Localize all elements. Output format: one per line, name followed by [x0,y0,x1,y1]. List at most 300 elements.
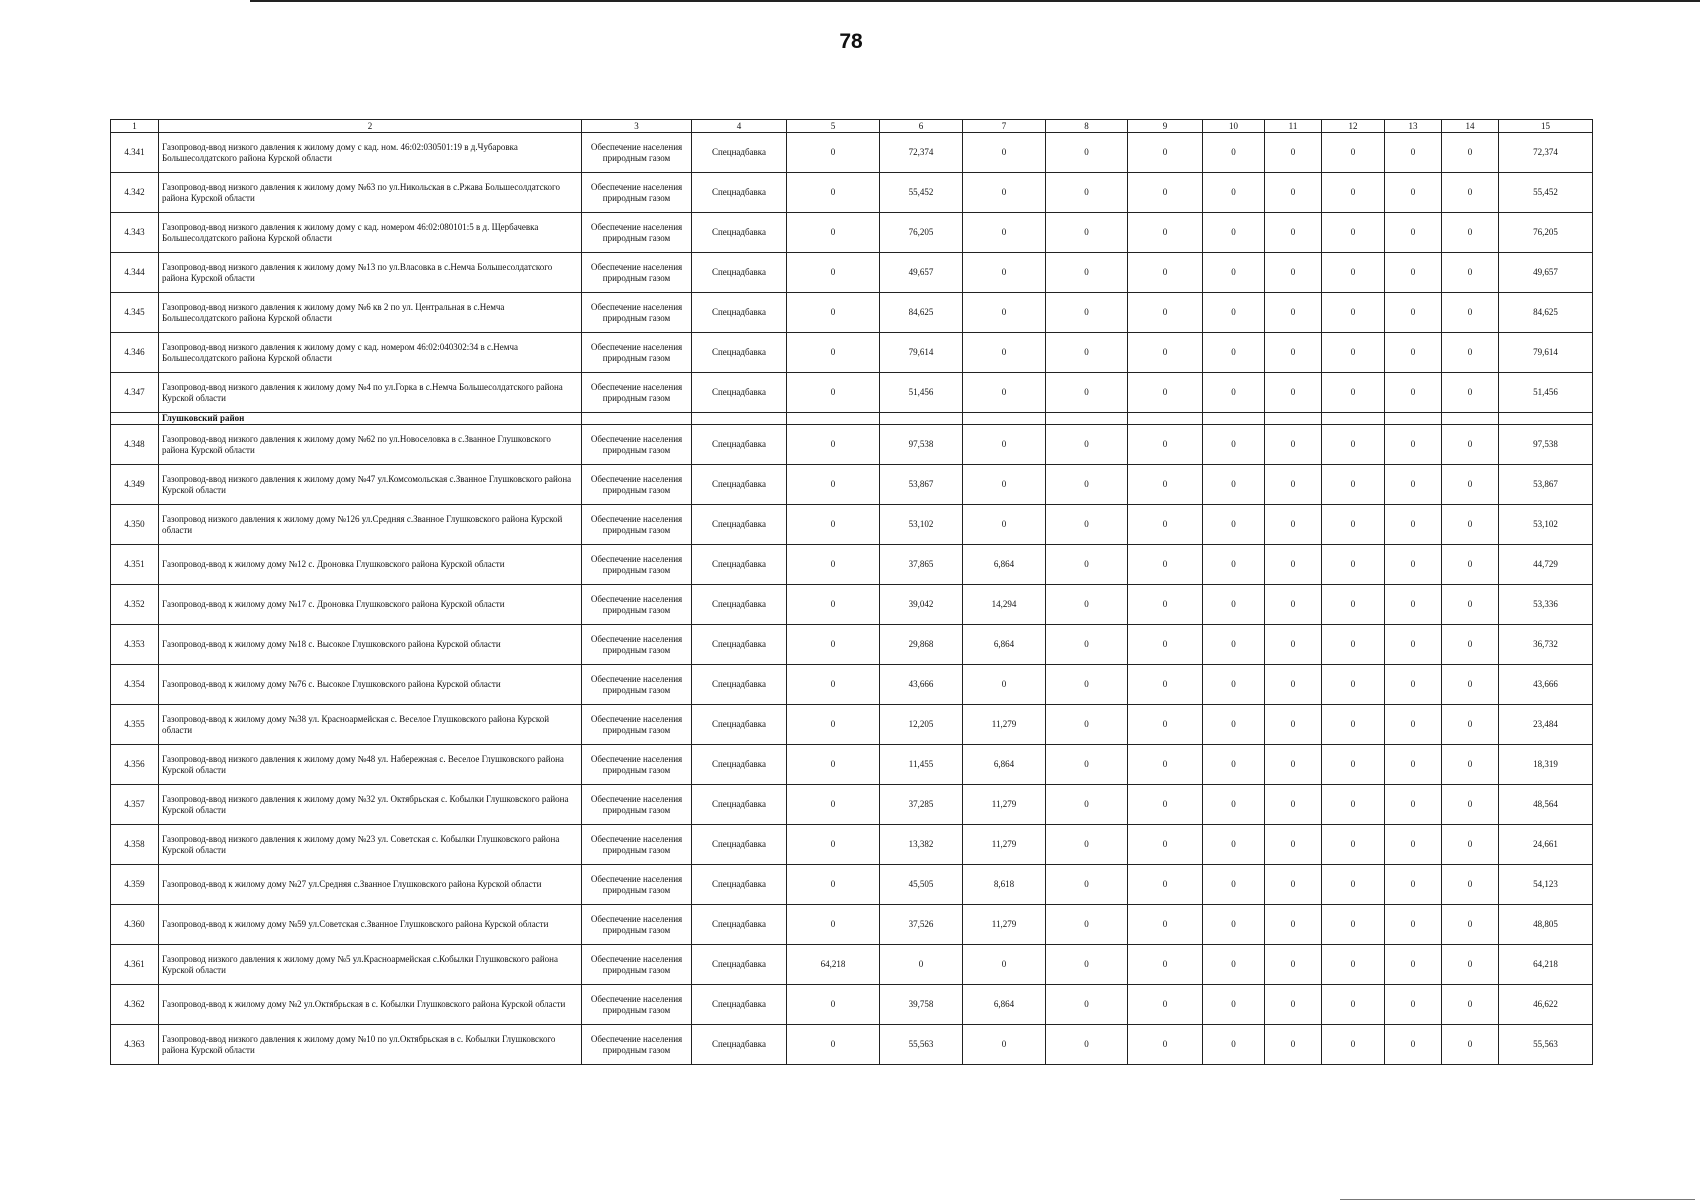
value-cell: 0 [1385,945,1442,985]
value-cell: 0 [1442,545,1499,585]
section-empty-cell [111,413,159,425]
row-number-cell: 4.360 [111,905,159,945]
purpose-cell: Обеспечение населения природным газом [582,585,692,625]
purpose-cell: Обеспечение населения природным газом [582,425,692,465]
total-value-cell: 84,625 [1499,293,1593,333]
funding-source-cell: Спецнадбавка [692,945,787,985]
object-name-cell: Газопровод-ввод низкого давления к жилому дому №47 ул.Комсомольская с.Званное Глушковского района Курской области [159,465,582,505]
section-label: Глушковский район [159,413,582,425]
object-name-cell: Газопровод-ввод к жилому дому №27 ул.Средняя с.Званное Глушковского района Курской области [159,865,582,905]
value-cell: 0 [1385,1025,1442,1065]
column-header-13: 13 [1385,120,1442,133]
value-cell: 0 [1442,665,1499,705]
value-cell: 0 [1322,745,1385,785]
value-cell: 0 [1203,213,1265,253]
value-cell: 0 [1203,665,1265,705]
value-cell: 0 [1046,1025,1128,1065]
value-cell: 0 [1265,985,1322,1025]
object-name-cell: Газопровод-ввод низкого давления к жилому дому №32 ул. Октябрьская с. Кобылки Глушковского района Курской области [159,785,582,825]
section-empty-cell [1128,413,1203,425]
value-cell: 0 [1128,425,1203,465]
row-number-cell: 4.353 [111,625,159,665]
value-cell: 0 [1322,545,1385,585]
value-cell: 0 [1385,585,1442,625]
value-cell: 0 [787,373,880,413]
value-cell: 0 [787,865,880,905]
value-cell: 0 [787,333,880,373]
row-number-cell: 4.355 [111,705,159,745]
value-cell: 55,452 [880,173,963,213]
column-header-10: 10 [1203,120,1265,133]
object-name-cell: Газопровод-ввод низкого давления к жилому дому №23 ул. Советская с. Кобылки Глушковского района Курской области [159,825,582,865]
table-row [111,505,1593,545]
value-cell: 0 [1128,625,1203,665]
total-value-cell: 53,336 [1499,585,1593,625]
value-cell: 0 [1385,545,1442,585]
value-cell: 0 [880,945,963,985]
total-value-cell: 48,805 [1499,905,1593,945]
purpose-cell: Обеспечение населения природным газом [582,985,692,1025]
section-row [111,413,1593,425]
value-cell: 0 [1442,505,1499,545]
value-cell: 0 [1128,293,1203,333]
total-value-cell: 97,538 [1499,425,1593,465]
value-cell: 0 [1322,173,1385,213]
funding-source-cell: Спецнадбавка [692,665,787,705]
total-value-cell: 79,614 [1499,333,1593,373]
purpose-cell: Обеспечение населения природным газом [582,505,692,545]
table-row [111,173,1593,213]
value-cell: 0 [1128,133,1203,173]
value-cell: 0 [1265,133,1322,173]
total-value-cell: 44,729 [1499,545,1593,585]
value-cell: 0 [1385,985,1442,1025]
funding-source-cell: Спецнадбавка [692,373,787,413]
value-cell: 0 [1442,825,1499,865]
value-cell: 0 [1385,253,1442,293]
value-cell: 0 [1203,785,1265,825]
value-cell: 53,867 [880,465,963,505]
value-cell: 0 [1442,865,1499,905]
table-row [111,865,1593,905]
value-cell: 0 [787,745,880,785]
value-cell: 0 [1128,665,1203,705]
value-cell: 0 [1128,213,1203,253]
funding-source-cell: Спецнадбавка [692,705,787,745]
value-cell: 0 [1385,665,1442,705]
purpose-cell: Обеспечение населения природным газом [582,905,692,945]
object-name-cell: Газопровод-ввод низкого давления к жилому дому №6 кв 2 по ул. Центральная в с.Немча Большесолдатского района Курской области [159,293,582,333]
value-cell: 0 [1046,505,1128,545]
value-cell: 0 [787,253,880,293]
value-cell: 0 [1265,545,1322,585]
row-number-cell: 4.351 [111,545,159,585]
value-cell: 0 [1265,213,1322,253]
table-row [111,945,1593,985]
value-cell: 0 [1322,705,1385,745]
value-cell: 0 [1385,425,1442,465]
value-cell: 0 [1322,333,1385,373]
value-cell: 0 [1203,585,1265,625]
value-cell: 0 [1322,585,1385,625]
value-cell: 0 [1442,985,1499,1025]
value-cell: 0 [1385,745,1442,785]
value-cell: 0 [1046,373,1128,413]
purpose-cell: Обеспечение населения природным газом [582,825,692,865]
funding-source-cell: Спецнадбавка [692,505,787,545]
value-cell: 0 [1046,625,1128,665]
value-cell: 53,102 [880,505,963,545]
column-header-15: 15 [1499,120,1593,133]
row-number-cell: 4.345 [111,293,159,333]
value-cell: 0 [1442,625,1499,665]
value-cell: 0 [1203,293,1265,333]
purpose-cell: Обеспечение населения природным газом [582,705,692,745]
value-cell: 8,618 [963,865,1046,905]
value-cell: 0 [1385,865,1442,905]
value-cell: 0 [1128,905,1203,945]
purpose-cell: Обеспечение населения природным газом [582,945,692,985]
value-cell: 0 [963,333,1046,373]
value-cell: 0 [787,985,880,1025]
total-value-cell: 53,102 [1499,505,1593,545]
value-cell: 0 [1322,505,1385,545]
value-cell: 0 [1046,545,1128,585]
value-cell: 0 [963,505,1046,545]
value-cell: 0 [1442,373,1499,413]
value-cell: 0 [1046,865,1128,905]
value-cell: 0 [1322,825,1385,865]
table-row [111,373,1593,413]
value-cell: 0 [1203,373,1265,413]
value-cell: 0 [1385,173,1442,213]
row-number-cell: 4.343 [111,213,159,253]
total-value-cell: 23,484 [1499,705,1593,745]
value-cell: 12,205 [880,705,963,745]
value-cell: 64,218 [787,945,880,985]
value-cell: 79,614 [880,333,963,373]
column-header-1: 1 [111,120,159,133]
section-empty-cell [880,413,963,425]
funding-source-cell: Спецнадбавка [692,585,787,625]
value-cell: 0 [1265,785,1322,825]
value-cell: 0 [963,665,1046,705]
value-cell: 0 [1128,1025,1203,1065]
value-cell: 0 [1442,333,1499,373]
column-header-9: 9 [1128,120,1203,133]
object-name-cell: Газопровод-ввод низкого давления к жилому дому №10 по ул.Октябрьская в с. Кобылки Глушковского района Курской области [159,1025,582,1065]
funding-source-cell: Спецнадбавка [692,905,787,945]
value-cell: 0 [1385,505,1442,545]
value-cell: 0 [1322,465,1385,505]
value-cell: 0 [1322,625,1385,665]
value-cell: 0 [1128,253,1203,293]
value-cell: 6,864 [963,985,1046,1025]
value-cell: 0 [1046,173,1128,213]
value-cell: 0 [1442,705,1499,745]
section-empty-cell [1385,413,1442,425]
section-empty-cell [692,413,787,425]
value-cell: 0 [1322,945,1385,985]
table-row [111,665,1593,705]
row-number-cell: 4.363 [111,1025,159,1065]
funding-source-cell: Спецнадбавка [692,425,787,465]
value-cell: 0 [1385,465,1442,505]
value-cell: 0 [1322,133,1385,173]
funding-source-cell: Спецнадбавка [692,253,787,293]
value-cell: 0 [963,173,1046,213]
value-cell: 0 [787,585,880,625]
section-empty-cell [1046,413,1128,425]
value-cell: 11,279 [963,825,1046,865]
value-cell: 49,657 [880,253,963,293]
value-cell: 0 [1203,465,1265,505]
object-name-cell: Газопровод-ввод низкого давления к жилому дому с кад. номером 46:02:080101:5 в д. Щербачевка Большесолдатского района Курской области [159,213,582,253]
value-cell: 0 [1203,985,1265,1025]
object-name-cell: Газопровод низкого давления к жилому дому №5 ул.Красноармейская с.Кобылки Глушковского района Курской области [159,945,582,985]
value-cell: 0 [1046,985,1128,1025]
total-value-cell: 24,661 [1499,825,1593,865]
value-cell: 0 [1442,133,1499,173]
value-cell: 0 [1203,825,1265,865]
value-cell: 0 [787,905,880,945]
value-cell: 0 [1322,905,1385,945]
section-empty-cell [582,413,692,425]
value-cell: 0 [1265,745,1322,785]
table-row [111,1025,1593,1065]
value-cell: 0 [1128,545,1203,585]
funding-source-cell: Спецнадбавка [692,293,787,333]
total-value-cell: 64,218 [1499,945,1593,985]
value-cell: 0 [1203,705,1265,745]
object-name-cell: Газопровод-ввод к жилому дому №18 с. Высокое Глушковского района Курской области [159,625,582,665]
object-name-cell: Газопровод-ввод к жилому дому №38 ул. Красноармейская с. Веселое Глушковского района Курской области [159,705,582,745]
value-cell: 0 [787,545,880,585]
value-cell: 0 [1385,905,1442,945]
value-cell: 0 [1046,213,1128,253]
value-cell: 6,864 [963,545,1046,585]
total-value-cell: 18,319 [1499,745,1593,785]
funding-source-cell: Спецнадбавка [692,173,787,213]
value-cell: 0 [1265,585,1322,625]
value-cell: 0 [1442,1025,1499,1065]
row-number-cell: 4.349 [111,465,159,505]
value-cell: 0 [787,825,880,865]
funding-source-cell: Спецнадбавка [692,465,787,505]
object-name-cell: Газопровод-ввод низкого давления к жилому дому №63 по ул.Никольская в с.Ржава Большесолдатского района Курской области [159,173,582,213]
funding-source-cell: Спецнадбавка [692,785,787,825]
value-cell: 0 [1128,373,1203,413]
value-cell: 0 [1046,945,1128,985]
funding-source-cell: Спецнадбавка [692,333,787,373]
table-row [111,705,1593,745]
value-cell: 0 [963,465,1046,505]
value-cell: 0 [1203,745,1265,785]
column-header-5: 5 [787,120,880,133]
value-cell: 0 [963,945,1046,985]
value-cell: 6,864 [963,745,1046,785]
value-cell: 0 [1322,785,1385,825]
row-number-cell: 4.361 [111,945,159,985]
value-cell: 43,666 [880,665,963,705]
funding-source-cell: Спецнадбавка [692,745,787,785]
column-header-8: 8 [1046,120,1128,133]
total-value-cell: 53,867 [1499,465,1593,505]
column-header-14: 14 [1442,120,1499,133]
row-number-cell: 4.354 [111,665,159,705]
value-cell: 0 [1265,625,1322,665]
value-cell: 0 [1128,985,1203,1025]
value-cell: 0 [1442,253,1499,293]
value-cell: 0 [1046,333,1128,373]
value-cell: 0 [1385,333,1442,373]
purpose-cell: Обеспечение населения природным газом [582,173,692,213]
funding-source-cell: Спецнадбавка [692,825,787,865]
table-row [111,745,1593,785]
value-cell: 0 [1046,745,1128,785]
column-header-11: 11 [1265,120,1322,133]
table-row [111,545,1593,585]
purpose-cell: Обеспечение населения природным газом [582,213,692,253]
value-cell: 0 [1442,945,1499,985]
row-number-cell: 4.342 [111,173,159,213]
value-cell: 0 [1046,785,1128,825]
value-cell: 0 [1385,825,1442,865]
value-cell: 0 [1385,213,1442,253]
value-cell: 0 [1046,825,1128,865]
total-value-cell: 49,657 [1499,253,1593,293]
row-number-cell: 4.344 [111,253,159,293]
value-cell: 0 [1442,293,1499,333]
value-cell: 0 [963,1025,1046,1065]
value-cell: 0 [1046,293,1128,333]
value-cell: 51,456 [880,373,963,413]
value-cell: 0 [1265,945,1322,985]
value-cell: 0 [1046,133,1128,173]
value-cell: 0 [1442,213,1499,253]
purpose-cell: Обеспечение населения природным газом [582,373,692,413]
column-header-2: 2 [159,120,582,133]
value-cell: 11,455 [880,745,963,785]
value-cell: 0 [1442,905,1499,945]
value-cell: 0 [1203,333,1265,373]
row-number-cell: 4.346 [111,333,159,373]
value-cell: 0 [1203,425,1265,465]
table-row [111,585,1593,625]
table-row [111,253,1593,293]
value-cell: 0 [787,173,880,213]
purpose-cell: Обеспечение населения природным газом [582,133,692,173]
value-cell: 0 [963,425,1046,465]
object-name-cell: Газопровод-ввод низкого давления к жилому дому с кад. ном. 46:02:030501:19 в д.Чубаровка Большесолдатского района Курской области [159,133,582,173]
object-name-cell: Газопровод-ввод низкого давления к жилому дому с кад. номером 46:02:040302:34 в с.Немча Большесолдатского района Курской области [159,333,582,373]
value-cell: 11,279 [963,705,1046,745]
purpose-cell: Обеспечение населения природным газом [582,745,692,785]
value-cell: 0 [1265,825,1322,865]
row-number-cell: 4.362 [111,985,159,1025]
value-cell: 0 [1442,785,1499,825]
value-cell: 0 [963,373,1046,413]
value-cell: 0 [1442,585,1499,625]
value-cell: 0 [1385,373,1442,413]
value-cell: 0 [787,1025,880,1065]
object-name-cell: Газопровод-ввод к жилому дому №76 с. Высокое Глушковского района Курской области [159,665,582,705]
purpose-cell: Обеспечение населения природным газом [582,865,692,905]
value-cell: 0 [1046,253,1128,293]
value-cell: 0 [963,213,1046,253]
total-value-cell: 76,205 [1499,213,1593,253]
value-cell: 0 [1128,173,1203,213]
value-cell: 76,205 [880,213,963,253]
value-cell: 0 [1128,785,1203,825]
funding-source-cell: Спецнадбавка [692,985,787,1025]
value-cell: 0 [1265,253,1322,293]
value-cell: 0 [1046,425,1128,465]
value-cell: 0 [1265,905,1322,945]
row-number-cell: 4.358 [111,825,159,865]
table-row [111,825,1593,865]
column-header-4: 4 [692,120,787,133]
funding-source-cell: Спецнадбавка [692,213,787,253]
row-number-cell: 4.341 [111,133,159,173]
section-empty-cell [1442,413,1499,425]
object-name-cell: Газопровод-ввод к жилому дому №2 ул.Октябрьская в с. Кобылки Глушковского района Курской области [159,985,582,1025]
value-cell: 0 [1203,253,1265,293]
value-cell: 0 [1046,705,1128,745]
object-name-cell: Газопровод-ввод низкого давления к жилому дому №13 по ул.Власовка в с.Немча Большесолдатского района Курской области [159,253,582,293]
value-cell: 0 [1128,333,1203,373]
funding-source-cell: Спецнадбавка [692,865,787,905]
total-value-cell: 51,456 [1499,373,1593,413]
value-cell: 0 [1203,173,1265,213]
table-row [111,465,1593,505]
scan-top-edge [250,0,1700,2]
value-cell: 0 [1385,293,1442,333]
value-cell: 0 [1322,213,1385,253]
value-cell: 0 [1442,465,1499,505]
total-value-cell: 55,452 [1499,173,1593,213]
section-empty-cell [1322,413,1385,425]
value-cell: 0 [963,253,1046,293]
table-row [111,985,1593,1025]
value-cell: 0 [1203,865,1265,905]
value-cell: 0 [787,293,880,333]
table-row [111,333,1593,373]
value-cell: 0 [1322,293,1385,333]
column-header-6: 6 [880,120,963,133]
value-cell: 0 [1203,505,1265,545]
value-cell: 97,538 [880,425,963,465]
value-cell: 0 [787,705,880,745]
value-cell: 13,382 [880,825,963,865]
value-cell: 0 [1128,745,1203,785]
value-cell: 0 [1385,705,1442,745]
total-value-cell: 55,563 [1499,1025,1593,1065]
purpose-cell: Обеспечение населения природным газом [582,1025,692,1065]
value-cell: 0 [1128,825,1203,865]
purpose-cell: Обеспечение населения природным газом [582,465,692,505]
value-cell: 0 [963,293,1046,333]
page-number: 78 [839,30,863,53]
value-cell: 11,279 [963,785,1046,825]
value-cell: 0 [1385,625,1442,665]
value-cell: 0 [1322,373,1385,413]
value-cell: 0 [1203,545,1265,585]
value-cell: 29,868 [880,625,963,665]
value-cell: 0 [1203,625,1265,665]
value-cell: 0 [787,505,880,545]
value-cell: 0 [1128,705,1203,745]
